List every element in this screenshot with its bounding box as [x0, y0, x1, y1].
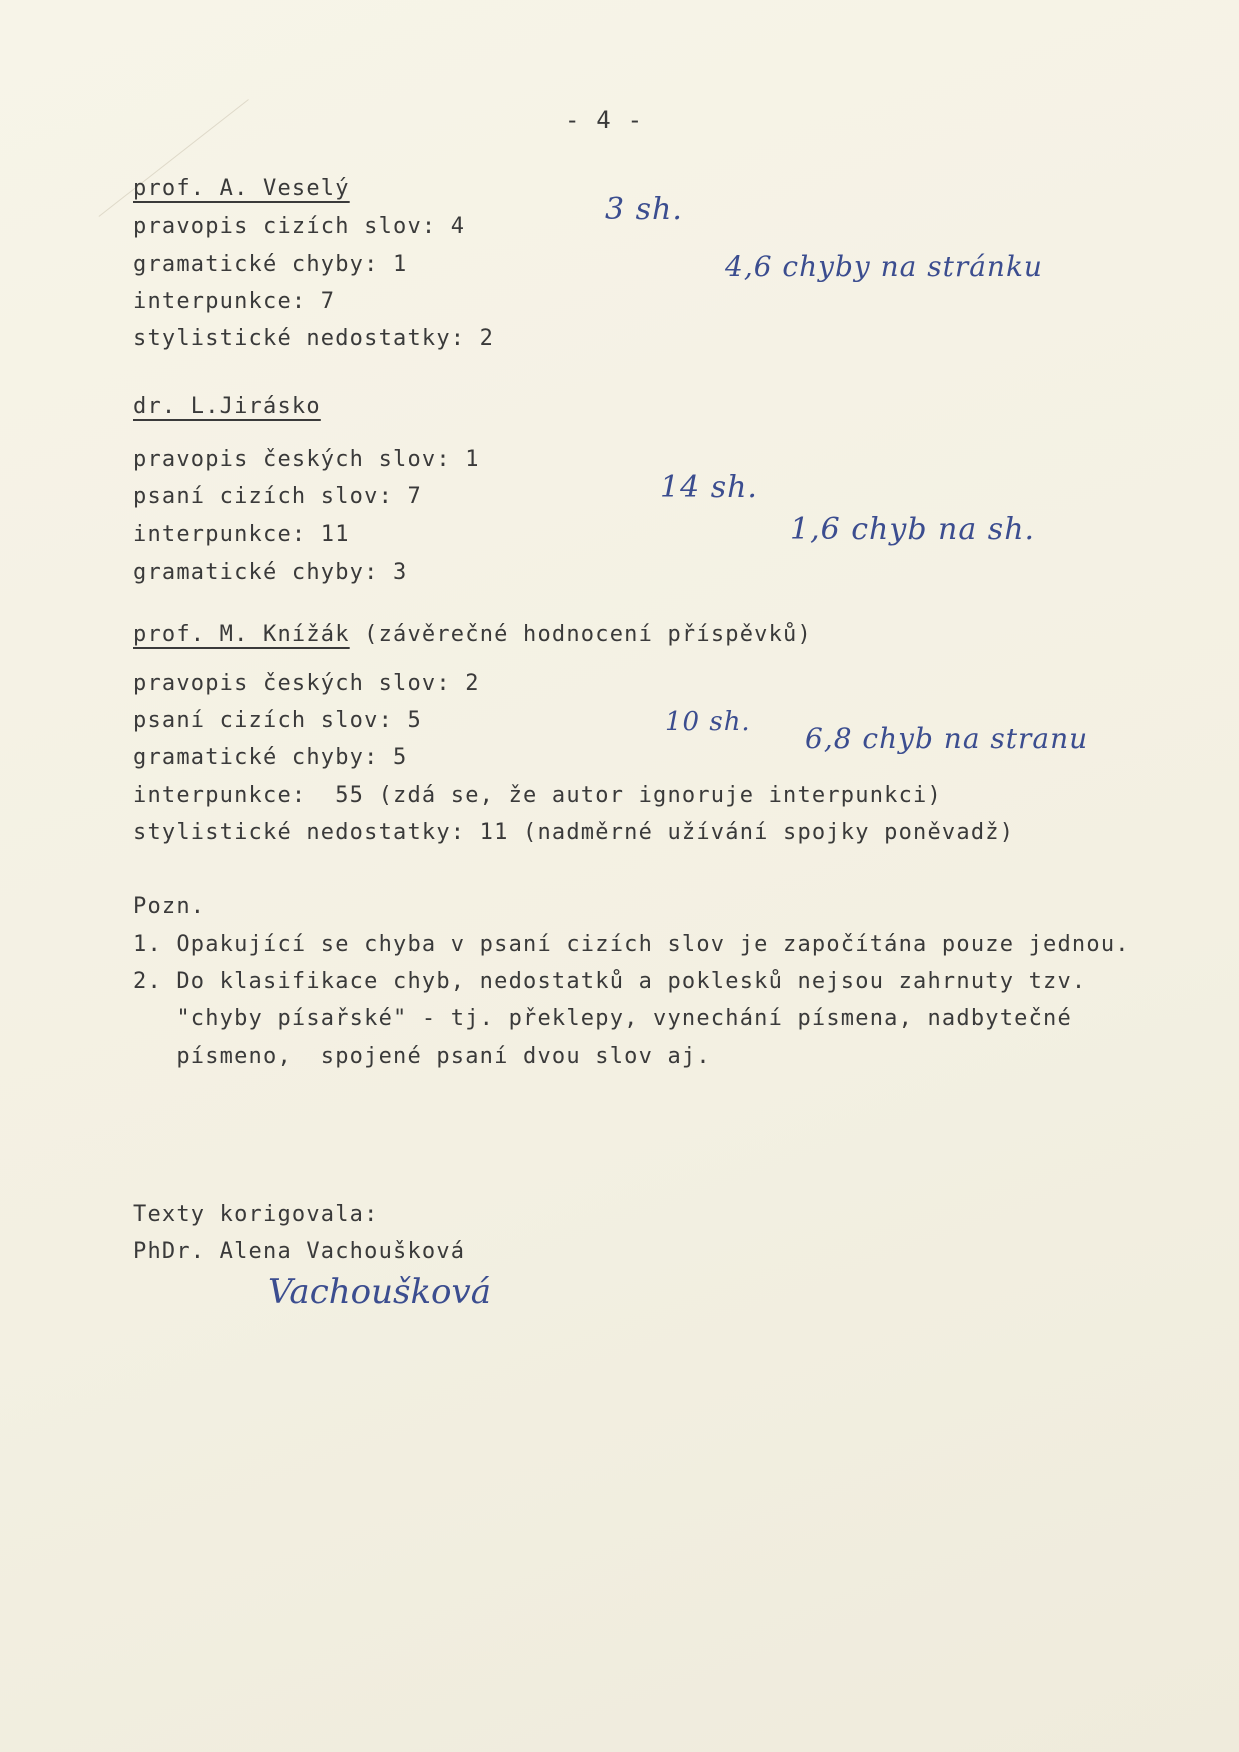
section-1-line: interpunkce: 7	[133, 289, 336, 314]
section-2-heading: dr. L.Jirásko	[133, 394, 321, 419]
section-3-heading: prof. M. Knížák	[133, 622, 350, 647]
section-3-heading-suffix: (závěrečné hodnocení příspěvků)	[349, 622, 812, 647]
section-2-line: interpunkce: 11	[133, 522, 350, 547]
section-3-line: psaní cizích slov: 5	[133, 708, 422, 733]
handwritten-signature: Vachoušková	[268, 1272, 492, 1312]
handwritten-error-rate: 6,8 chyb na stranu	[805, 722, 1089, 755]
handwritten-error-rate: 4,6 chyby na stránku	[725, 250, 1043, 283]
handwritten-page-count: 10 sh.	[665, 707, 751, 737]
section-2-line: pravopis českých slov: 1	[133, 447, 480, 472]
note-item: písmeno, spojené psaní dvou slov aj.	[133, 1044, 711, 1069]
section-3-line: gramatické chyby: 5	[133, 745, 408, 770]
section-3-heading-line	[133, 624, 812, 646]
handwritten-error-rate: 1,6 chyb na sh.	[790, 512, 1036, 547]
section-3-line: interpunkce: 55 (zdá se, že autor ignoruje interpunkci)	[133, 783, 942, 808]
note-item: 2. Do klasifikace chyb, nedostatků a poklesků nejsou zahrnuty tzv.	[133, 969, 1087, 994]
handwritten-page-count: 3 sh.	[605, 192, 683, 227]
section-1-line: stylistické nedostatky: 2	[133, 326, 495, 351]
note-item: "chyby písařské" - tj. překlepy, vynechání písmena, nadbytečné	[133, 1006, 1072, 1031]
handwritten-page-count: 14 sh.	[660, 470, 758, 505]
note-item: 1. Opakující se chyba v psaní cizích slov je započítána pouze jednou.	[133, 932, 1130, 957]
corrector-name: PhDr. Alena Vachoušková	[133, 1239, 466, 1264]
section-1-line: gramatické chyby: 1	[133, 252, 408, 277]
notes-title: Pozn.	[133, 894, 206, 919]
section-3-line: stylistické nedostatky: 11 (nadměrné užívání spojky poněvadž)	[133, 820, 1015, 845]
page-number: - 4 -	[565, 106, 644, 134]
section-2-line: gramatické chyby: 3	[133, 560, 408, 585]
section-1-heading: prof. A. Veselý	[133, 176, 350, 201]
section-1-line: pravopis cizích slov: 4	[133, 214, 466, 239]
corrector-label: Texty korigovala:	[133, 1202, 379, 1227]
section-3-line: pravopis českých slov: 2	[133, 671, 480, 696]
section-2-line: psaní cizích slov: 7	[133, 484, 422, 509]
